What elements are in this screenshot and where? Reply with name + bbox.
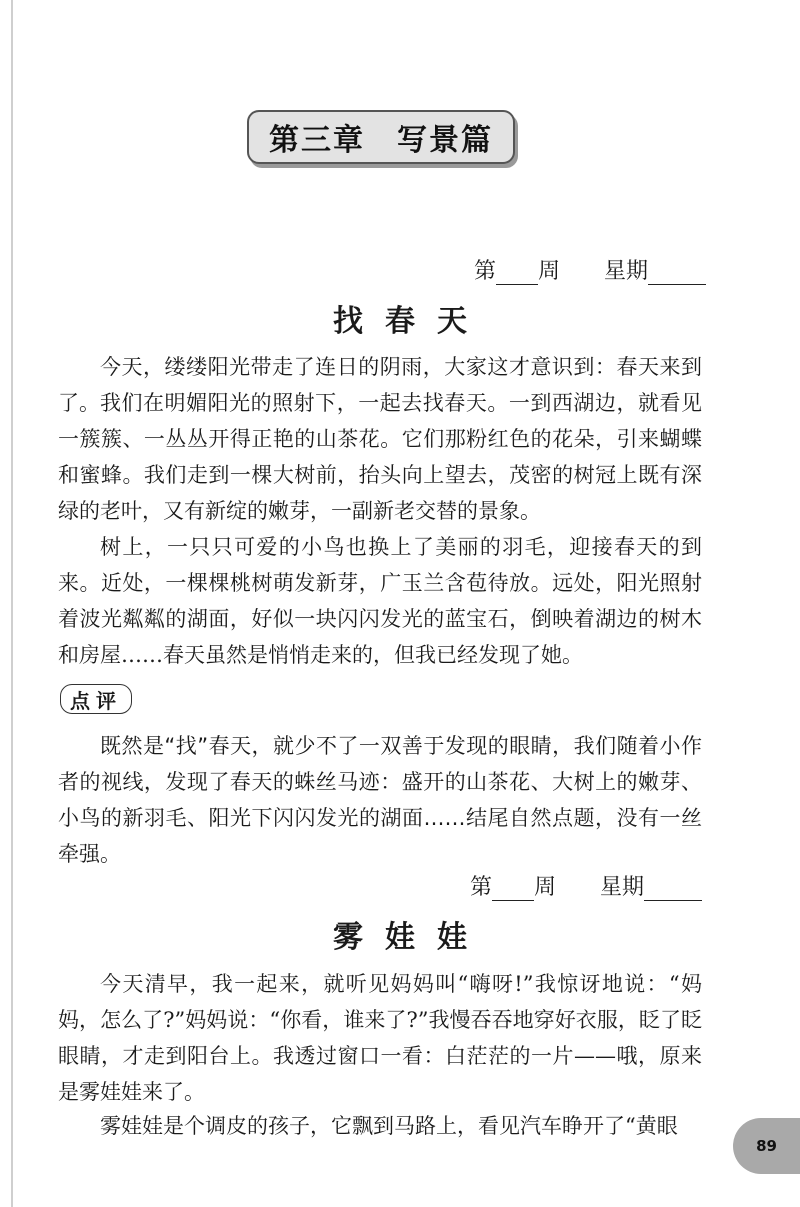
- essay-paragraph: 雾娃娃是个调皮的孩子，它飘到马路上，看见汽车睁开了“黄眼: [100, 1114, 678, 1138]
- week-suffix: 周: [538, 259, 561, 284]
- week-prefix: 第: [474, 259, 497, 284]
- week-blank: [492, 880, 534, 901]
- essay-paragraph: 今天清早，我一起来，就听见妈妈叫“嗨呀!”我惊讶地说：“妈妈，怎么了?”妈妈说：“你看，谁来了?”我慢吞吞地穿好衣服，眨了眨眼睛，才走到阳台上。我透过窗口一看：白茫茫的一片——哦，原来是雾娃娃来了。: [58, 972, 702, 1104]
- page-number: 89: [733, 1118, 800, 1174]
- page-edge-rule: [11, 0, 13, 1207]
- essay-title: 雾娃娃: [333, 920, 489, 955]
- chapter-title: 第三章 写景篇: [247, 110, 515, 164]
- comment-badge: 点评: [60, 684, 132, 714]
- essay-paragraph: 我们在明媚阳光的照射下，一起去找春天。一到西湖边，就看见一簇簇、一丛丛开得正艳的山茶花。它们那粉红色的花朵，引来蝴蝶和蜜蜂。我们走到一棵大树前，抬头向上望去，茂密的树冠上既有深绿的老叶，又有新绽的嫩芽，一副新老交替的景象。: [58, 391, 702, 523]
- weekday-blank: [644, 880, 702, 901]
- weekday-label: 星期: [600, 875, 645, 900]
- comment-text: 既然是“找”春天，就少不了一双善于发现的眼睛，我们随着小作者的视线，发现了春天的蛛丝马迹：盛开的山茶花、大树上的嫩芽、小鸟的新羽毛、阳光下闪闪发光的湖面……结尾自然点题，没有一丝牵强。: [58, 734, 702, 866]
- week-blank: [496, 264, 538, 285]
- dateline: [470, 870, 702, 901]
- week-suffix: 周: [534, 875, 557, 900]
- dateline: [474, 254, 706, 285]
- essay-paragraph: 树上，一只只可爱的小鸟也换上了美丽的羽毛，迎接春天的到来。近处，一棵棵桃树萌发新芽，广玉兰含苞待放。远处，阳光照射着波光粼粼的湖面，好似一块闪闪发光的蓝宝石，倒映着湖边的树木和房屋……春天虽然是悄悄走来的，但我已经发现了她。: [58, 535, 702, 667]
- weekday-blank: [648, 264, 706, 285]
- weekday-label: 星期: [604, 259, 649, 284]
- essay-paragraph: 今天，缕缕阳光带走了连日的阴雨，大家这才意识到：春天来到了。: [58, 355, 702, 415]
- essay-title: 找春天: [333, 304, 489, 339]
- week-prefix: 第: [470, 875, 493, 900]
